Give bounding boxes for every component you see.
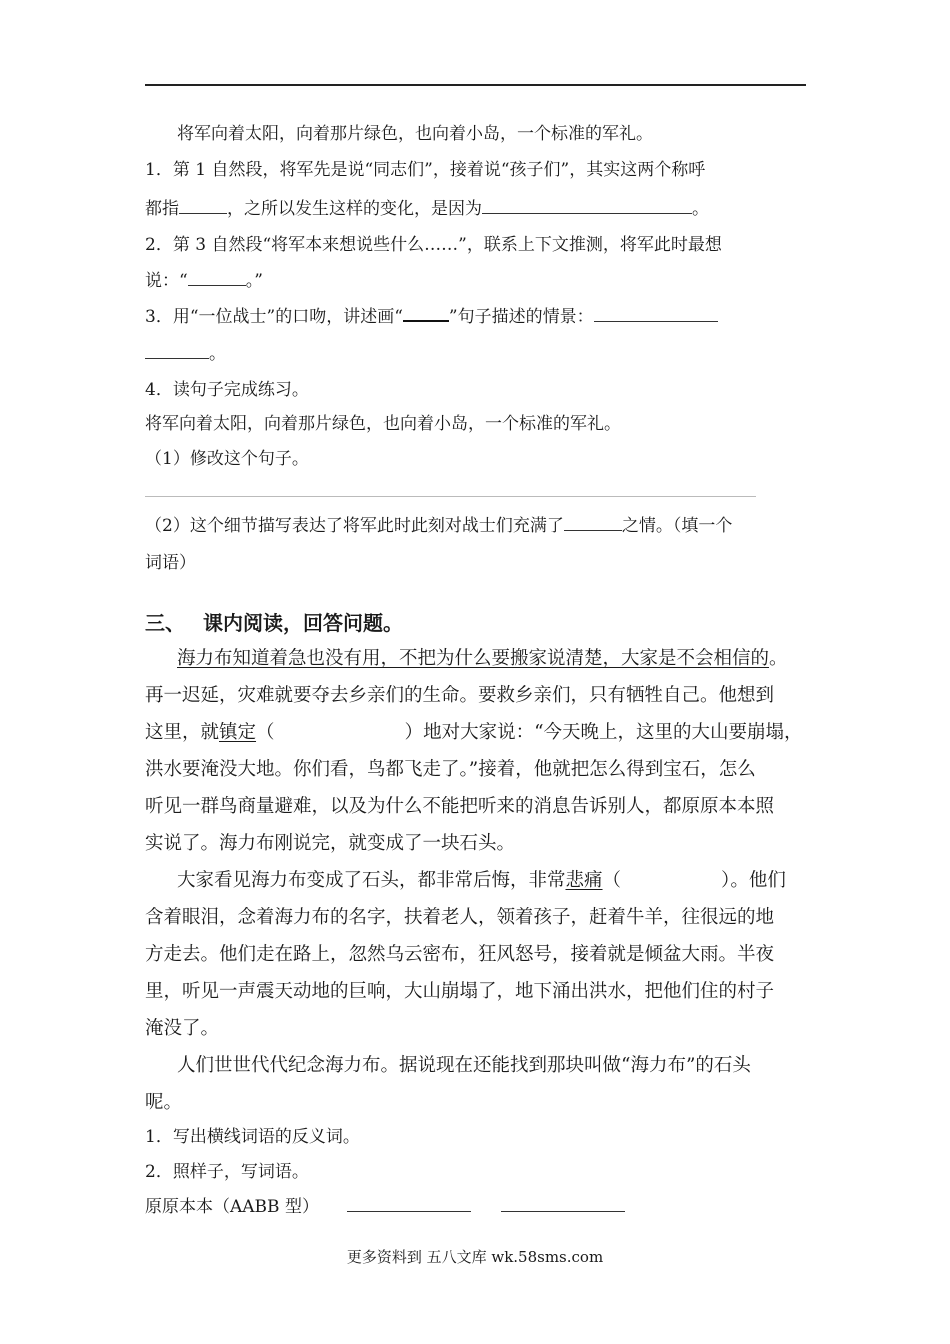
passage-p2-line-1: 大家看见海力布变成了石头，都非常后悔，非常悲痛（ ）。他们 <box>177 870 786 891</box>
exercise-2: 2．照样子，写词语。 <box>145 1162 309 1182</box>
answer-blank[interactable] <box>564 514 622 531</box>
passage-p2-line-2: 含着眼泪，念着海力布的名字，扶着老人，领着孩子，赶着牛羊，往很远的地 <box>145 907 775 928</box>
exercise-1: 1．写出横线词语的反义词。 <box>145 1127 360 1147</box>
passage-p3-line-1: 人们世世代代纪念海力布。据说现在还能找到那块叫做“海力布”的石头 <box>177 1055 751 1076</box>
question-3-line-1: 3．用“一位战士”的口吻，讲述画“ ”句子描述的情景： <box>145 304 718 329</box>
passage-p2-line-5: 淹没了。 <box>145 1018 220 1039</box>
question-1-line-2: 都指 ，之所以发生这样的变化，是因为 。 <box>145 199 709 219</box>
passage-p1-line-5: 听见一群鸟商量避难，以及为什么不能把听来的消息告诉别人，都原原本本照 <box>145 796 775 817</box>
answer-blank[interactable] <box>501 1195 625 1212</box>
answer-blank[interactable] <box>403 304 449 322</box>
answer-blank[interactable] <box>347 1195 471 1212</box>
exercise-3: 原原本本（AABB 型） <box>145 1195 625 1219</box>
header-rule <box>145 84 806 86</box>
question-3-line-2: 。 <box>145 342 226 366</box>
passage-p2-line-4: 里，听见一声震天动地的巨响，大山崩塌了，地下涌出洪水，把他们住的村子 <box>145 981 775 1002</box>
section-3-heading <box>145 607 421 636</box>
question-4-sub-2-line-2: 词语） <box>145 553 196 573</box>
question-4-title: 4．读句子完成练习。 <box>145 380 309 400</box>
passage-p1-line-4: 洪水要淹没大地。你们看，鸟都飞走了。”接着，他就把怎么得到宝石，怎么 <box>145 759 756 780</box>
question-2-line-2: 说：“ 。” <box>145 271 263 291</box>
passage-p1-line-3: 这里，就镇定（ ）地对大家说：“今天晚上，这里的大山要崩塌， <box>145 722 803 743</box>
section-title: 课内阅读，回答问题。 <box>203 611 403 635</box>
question-4-sentence: 将军向着太阳，向着那片绿色，也向着小岛，一个标准的军礼。 <box>145 414 621 434</box>
question-4-sub-1: （1）修改这个句子。 <box>145 449 309 469</box>
passage-p1-line-6: 实说了。海力布刚说完，就变成了一块石头。 <box>145 833 516 854</box>
question-2-line-1: 2．第 3 自然段“将军本来想说些什么……”，联系上下文推测，将军此时最想 <box>145 235 722 255</box>
answer-blank[interactable] <box>145 342 209 359</box>
answer-blank[interactable] <box>188 269 246 286</box>
section-number: 三、 <box>145 611 185 635</box>
intro-sentence: 将军向着太阳，向着那片绿色，也向着小岛，一个标准的军礼。 <box>177 124 653 144</box>
passage-p1-line-1: 海力布知道着急也没有用，不把为什么要搬家说清楚，大家是不会相信的。 <box>177 648 788 669</box>
question-1-line-1: 1．第 1 自然段，将军先是说“同志们”，接着说“孩子们”，其实这两个称呼 <box>145 160 706 180</box>
answer-blank[interactable] <box>594 305 718 322</box>
answer-line[interactable] <box>145 496 756 497</box>
passage-p2-line-3: 方走去。他们走在路上，忽然乌云密布，狂风怒号，接着就是倾盆大雨。半夜 <box>145 944 775 965</box>
passage-p3-line-2: 呢。 <box>145 1092 183 1113</box>
question-4-sub-2-line-1: （2）这个细节描写表达了将军此时此刻对战士们充满了 之情。（填一个 <box>145 516 733 536</box>
answer-blank[interactable] <box>179 197 227 214</box>
footer-text: 更多资料到 五八文库 wk.58sms.com <box>346 1248 604 1266</box>
answer-blank[interactable] <box>482 197 692 214</box>
passage-p1-line-2: 再一迟延，灾难就要夺去乡亲们的生命。要救乡亲们，只有牺牲自己。他想到 <box>145 685 775 706</box>
